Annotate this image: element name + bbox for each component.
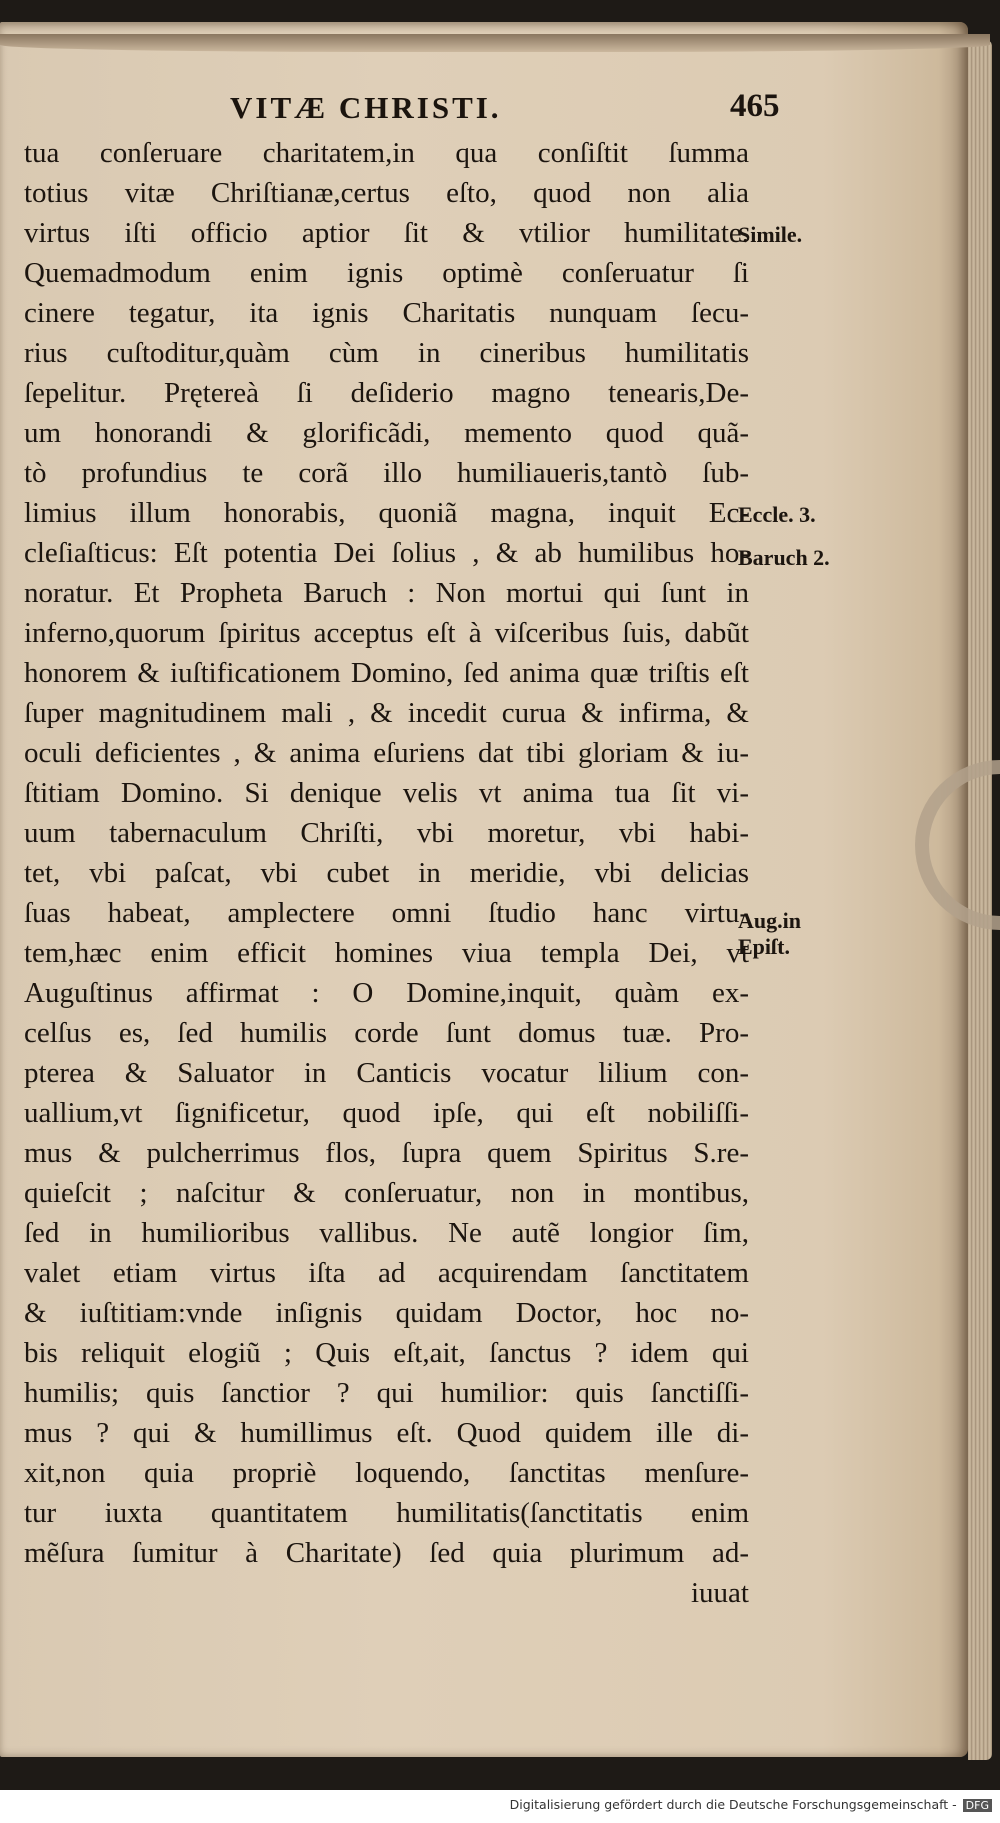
- text-line: tua conſeruare charitatem,in qua conſiſtit ſumma: [24, 137, 749, 169]
- text-line: inferno,quorum ſpiritus acceptus eſt à viſceribus ſuis, dabũt: [24, 617, 749, 649]
- text-line: virtus iſti officio aptior ſit & vtilior humilitate.: [24, 217, 749, 249]
- text-line: ſepelitur. Prętereà ſi deſiderio magno tenearis,De-: [24, 377, 749, 409]
- text-line: mus & pulcherrimus flos, ſupra quem Spiritus S.re-: [24, 1137, 749, 1169]
- catchword: iuuat: [691, 1577, 749, 1609]
- margin-note-simile: Simile.: [738, 222, 803, 247]
- text-line: noratur. Et Propheta Baruch : Non mortui qui ſunt in: [24, 577, 749, 609]
- text-line: honorem & iuſtificationem Domino, ſed anima quæ triſtis eſt: [24, 657, 749, 689]
- text-line: oculi deficientes , & anima eſuriens dat tibi gloriam & iu-: [24, 737, 749, 769]
- text-line: tò profundius te corã illo humiliaueris,tantò ſub-: [24, 457, 749, 489]
- text-line: ſuper magnitudinem mali , & incedit curua & infirma, &: [24, 697, 749, 729]
- text-line: humilis; quis ſanctior ? qui humilior: quis ſanctiſſi-: [24, 1377, 749, 1409]
- margin-note-aug-1: Aug.in: [738, 908, 801, 933]
- text-line: ſuas habeat, amplectere omni ſtudio hanc virtu-: [24, 897, 749, 929]
- text-line: quieſcit ; naſcitur & conſeruatur, non in montibus,: [24, 1177, 749, 1209]
- text-line: bis reliquit elogiũ ; Quis eſt,ait, ſanctus ? idem qui: [24, 1337, 749, 1369]
- digitization-footer: [0, 1790, 1000, 1823]
- text-line: tem,hæc enim efficit homines viua templa Dei, vt: [24, 937, 749, 969]
- text-line: pterea & Saluator in Canticis vocatur lilium con-: [24, 1057, 749, 1089]
- credit-text: Digitalisierung gefördert durch die Deutsche Forschungsgemeinschaft -: [509, 1797, 957, 1812]
- credit-line: [510, 1797, 992, 1812]
- text-line: Quemadmodum enim ignis optimè conſeruatur ſi: [24, 257, 749, 289]
- page-top-shadow: [0, 34, 990, 52]
- text-line: cleſiaſticus: Eſt potentia Dei ſolius , & ab humilibus ho-: [24, 537, 749, 569]
- text-line: ſtitiam Domino. Si denique velis vt anima tua ſit vi-: [24, 777, 749, 809]
- text-line: celſus es, ſed humilis corde ſunt domus tuæ. Pro-: [24, 1017, 749, 1049]
- text-line: mẽſura ſumitur à Charitate) ſed quia plurimum ad-: [24, 1537, 749, 1569]
- text-line: totius vitæ Chriſtianæ,certus eſto, quod non alia: [24, 177, 749, 209]
- body-text: [24, 133, 749, 1613]
- text-line: & iuſtitiam:vnde inſignis quidam Doctor, hoc no-: [24, 1297, 749, 1329]
- margin-note-aug-2: Epiſt.: [738, 934, 790, 959]
- text-line: rius cuſtoditur,quàm cùm in cineribus humilitatis: [24, 337, 749, 369]
- margin-note-baruch: Baruch 2.: [738, 545, 830, 570]
- text-line: tur iuxta quantitatem humilitatis(ſanctitatis enim: [24, 1497, 749, 1529]
- text-line: valet etiam virtus iſta ad acquirendam ſanctitatem: [24, 1257, 749, 1289]
- page-number: 465: [730, 88, 780, 124]
- text-line: um honorandi & glorificãdi, memento quod quã-: [24, 417, 749, 449]
- text-line: tet, vbi paſcat, vbi cubet in meridie, vbi delicias: [24, 857, 749, 889]
- text-line: uallium,vt ſignificetur, quod ipſe, qui eſt nobiliſſi-: [24, 1097, 749, 1129]
- text-line: mus ? qui & humillimus eſt. Quod quidem ille di-: [24, 1417, 749, 1449]
- text-line: limius illum honorabis, quoniã magna, inquit Ec-: [24, 497, 749, 529]
- text-line: xit,non quia propriè loquendo, ſanctitas menſure-: [24, 1457, 749, 1489]
- running-head: VITÆ CHRISTI.: [230, 90, 502, 125]
- text-line: cinere tegatur, ita ignis Charitatis nunquam ſecu-: [24, 297, 749, 329]
- margin-note-eccle: Eccle. 3.: [738, 502, 816, 527]
- dfg-logo: DFG: [963, 1799, 992, 1812]
- text-line: ſed in humilioribus vallibus. Ne autẽ longior ſim,: [24, 1217, 749, 1249]
- text-line: uum tabernaculum Chriſti, vbi moretur, vbi habi-: [24, 817, 749, 849]
- text-line: Auguſtinus affirmat : O Domine,inquit, quàm ex-: [24, 977, 749, 1009]
